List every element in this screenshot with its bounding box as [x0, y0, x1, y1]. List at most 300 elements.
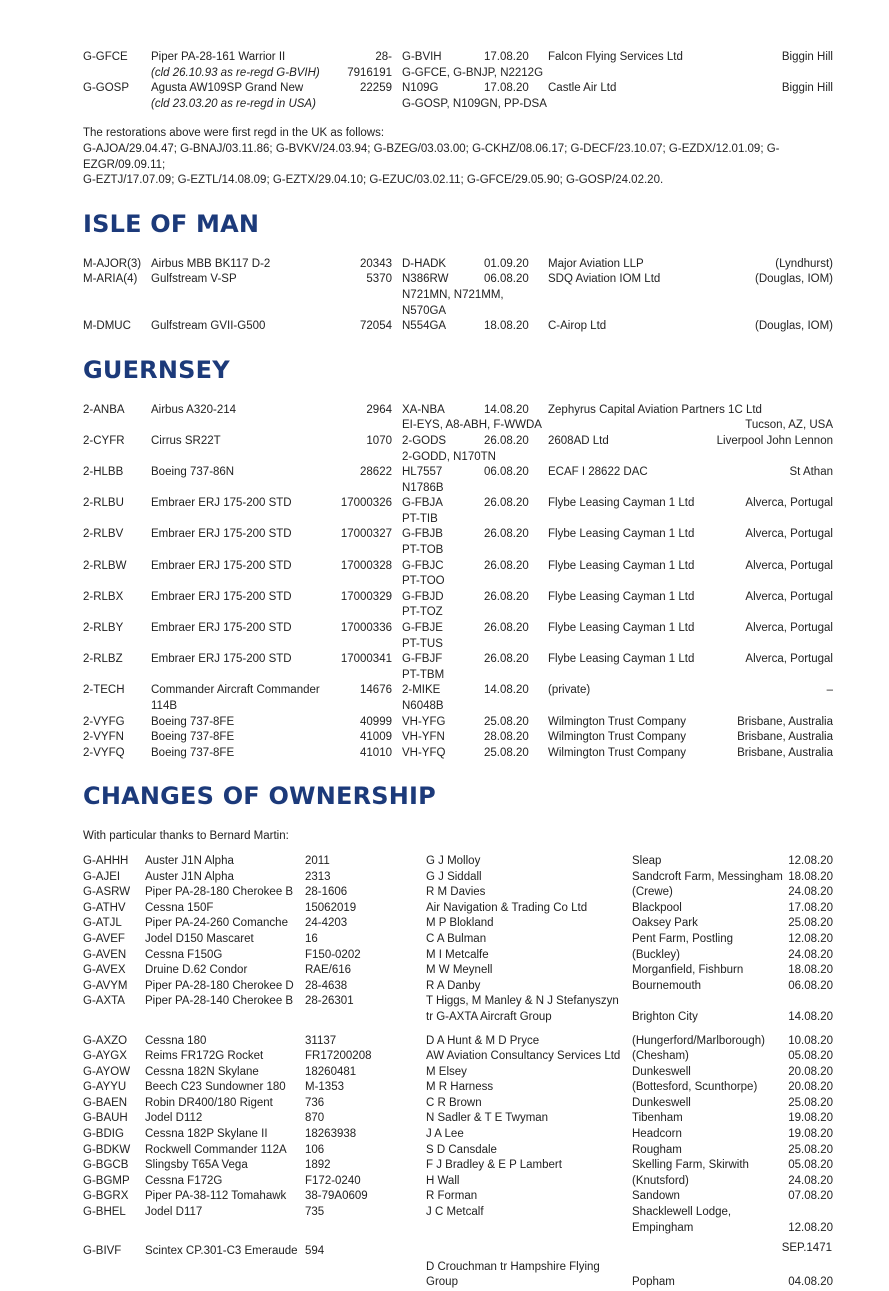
previous-identity-block — [402, 559, 548, 590]
location: Brisbane, Australia — [737, 746, 833, 759]
registration: G-GOSP — [83, 82, 130, 95]
owner: R M Davies — [426, 886, 486, 899]
aircraft-type: Gulfstream GVII-G500 — [151, 320, 266, 333]
registration: 2-VYFN — [83, 731, 124, 744]
registration: G-BGMP — [83, 1174, 130, 1187]
serial-number: 40999 — [360, 715, 392, 728]
reg-date: 18.08.20 — [484, 320, 529, 333]
ownership-row — [83, 1111, 833, 1127]
owner: C-Airop Ltd — [548, 320, 607, 333]
owner: F J Bradley & E P Lambert — [426, 1159, 562, 1172]
owner: ECAF I 28622 DAC — [548, 466, 648, 479]
reg-date: 26.08.20 — [484, 590, 529, 603]
registration: G-AHHH — [83, 854, 129, 867]
reg-date: 06.08.20 — [484, 273, 529, 286]
serial-number: M-1353 — [305, 1081, 344, 1094]
aircraft-type: Auster J1N Alpha — [145, 854, 234, 867]
location: Brisbane, Australia — [737, 731, 833, 744]
reg-date: 17.08.20 — [484, 82, 529, 95]
ownership-row — [83, 1080, 833, 1096]
ownership-row — [83, 1049, 833, 1065]
owner: M Elsey — [426, 1065, 467, 1078]
restoration-rows — [83, 50, 833, 112]
registration: G-AYGX — [83, 1050, 127, 1063]
previous-identity-block — [402, 434, 548, 465]
location: Dunkeswell — [632, 1096, 691, 1109]
registration: 2-RLBU — [83, 497, 124, 510]
aircraft-type: Gulfstream V-SP — [151, 273, 237, 286]
serial-number: 17000329 — [340, 590, 392, 603]
aircraft-type: Piper PA-28-140 Cherokee B — [145, 995, 294, 1008]
registration: G-AVEX — [83, 964, 126, 977]
register-row — [83, 496, 833, 527]
register-row — [83, 730, 833, 746]
change-date: 06.08.20 — [788, 979, 833, 992]
previous-identity-block — [402, 652, 548, 683]
aircraft-type: Embraer ERJ 175-200 STD — [151, 590, 292, 603]
serial-number: 28-26301 — [305, 995, 354, 1008]
previous-identity-block — [402, 403, 548, 434]
isle-of-man-table — [83, 257, 833, 335]
change-date: 20.08.20 — [788, 1081, 833, 1094]
change-date: 07.08.20 — [788, 1190, 833, 1203]
reg-date: 26.08.20 — [484, 559, 529, 572]
owner: R A Danby — [426, 979, 481, 992]
change-date: 12.08.20 — [788, 854, 833, 867]
registration: G-GFCE — [83, 51, 128, 63]
change-date: 12.08.20 — [788, 1221, 833, 1234]
previous-identities: G-GFCE, G-BNJP, N2212G — [402, 66, 544, 79]
owner: D Crouchman tr Hampshire Flying — [426, 1260, 600, 1273]
serial-number: 5370 — [366, 273, 392, 286]
serial-number: 2964 — [366, 403, 392, 416]
location: Bournemouth — [632, 979, 702, 992]
change-date: 24.08.20 — [788, 886, 833, 899]
serial-number: 24-4203 — [305, 917, 348, 930]
previous-identities: N721MN, N721MM, N570GA — [402, 288, 504, 317]
reg-date: 25.08.20 — [484, 746, 529, 759]
previous-identity: G-FBJB — [402, 528, 443, 541]
aircraft-type: Piper PA-28-161 Warrior II — [151, 51, 286, 63]
serial-number: 17000327 — [340, 528, 392, 541]
type-note: (cld 26.10.93 as re-regd G-BVIH) — [151, 66, 320, 79]
register-row — [83, 319, 833, 335]
location: (Knutsford) — [632, 1174, 689, 1187]
aircraft-type: Embraer ERJ 175-200 STD — [151, 622, 292, 635]
registration: G-BAEN — [83, 1096, 128, 1109]
owner: M W Meynell — [426, 964, 493, 977]
owner: S D Cansdale — [426, 1143, 497, 1156]
owner: Flybe Leasing Cayman 1 Ltd — [548, 559, 695, 572]
serial-number: 15062019 — [305, 901, 357, 914]
ownership-row — [83, 1189, 833, 1205]
location: Alverca, Portugal — [745, 528, 833, 541]
previous-identity: VH-YFQ — [402, 746, 446, 759]
owner: T Higgs, M Manley & N J Stefanyszyn — [426, 995, 619, 1008]
register-row — [83, 434, 833, 465]
change-date: 19.08.20 — [788, 1112, 833, 1125]
owner: Flybe Leasing Cayman 1 Ltd — [548, 590, 695, 603]
reg-date: 14.08.20 — [484, 403, 529, 416]
aircraft-type: Airbus A320-214 — [151, 403, 237, 416]
previous-identity: 2-MIKE — [402, 684, 441, 697]
previous-identity: G-FBJA — [402, 497, 443, 510]
owner: Wilmington Trust Company — [548, 715, 687, 728]
owner: N Sadler & T E Twyman — [426, 1112, 549, 1125]
owner: H Wall — [426, 1174, 460, 1187]
location: (Buckley) — [632, 948, 680, 961]
ownership-row — [83, 870, 833, 886]
aircraft-type: Boeing 737-86N — [151, 466, 235, 479]
serial-number: 18263938 — [305, 1128, 357, 1141]
reg-date: 26.08.20 — [484, 434, 529, 447]
registration: 2-ANBA — [83, 403, 125, 416]
aircraft-type: Piper PA-28-180 Cherokee D — [145, 979, 294, 992]
aircraft-type: Jodel D117 — [145, 1206, 203, 1219]
registration: G-BDKW — [83, 1143, 131, 1156]
previous-identity-block — [402, 683, 548, 714]
previous-identity-block — [402, 257, 548, 273]
previous-identities: EI-EYS, A8-ABH, F-WWDA — [402, 419, 542, 432]
serial-number: 594 — [305, 1245, 325, 1258]
location: Brisbane, Australia — [737, 715, 833, 728]
change-date: 25.08.20 — [788, 1143, 833, 1156]
previous-identity-block — [402, 715, 548, 731]
previous-identities: N1786B — [402, 481, 444, 494]
aircraft-type: Embraer ERJ 175-200 STD — [151, 497, 292, 510]
owner-continued: Group — [426, 1276, 458, 1289]
registration: G-AVEN — [83, 948, 127, 961]
registration: G-BDIG — [83, 1128, 124, 1141]
aircraft-type: Reims FR172G Rocket — [145, 1050, 264, 1063]
serial-number: 22259 — [360, 82, 392, 95]
previous-identity: N386RW — [402, 273, 449, 286]
previous-identity-block — [402, 746, 548, 762]
previous-identities: PT-TBM — [402, 668, 445, 681]
owner: Zephyrus Capital Aviation Partners 1C Ltd — [548, 403, 762, 416]
aircraft-type: Embraer ERJ 175-200 STD — [151, 653, 292, 666]
aircraft-type: Commander Aircraft Commander 114B — [151, 684, 320, 712]
serial-number: 735 — [305, 1206, 325, 1219]
reg-date: 17.08.20 — [484, 51, 529, 63]
change-date: 05.08.20 — [788, 1050, 833, 1063]
aircraft-type: Boeing 737-8FE — [151, 731, 235, 744]
serial-number: 38-79A0609 — [305, 1190, 368, 1203]
register-row — [83, 272, 833, 319]
registration: G-BIVF — [83, 1245, 122, 1258]
owner: Wilmington Trust Company — [548, 731, 687, 744]
serial-number: 14676 — [360, 684, 392, 697]
owner: Castle Air Ltd — [548, 82, 617, 95]
registration: G-BGCB — [83, 1159, 129, 1172]
location: Sandown — [632, 1190, 680, 1203]
registration: 2-RLBZ — [83, 653, 123, 666]
location: Rougham — [632, 1143, 682, 1156]
ownership-table — [83, 854, 833, 1291]
location: Sleap — [632, 854, 662, 867]
location: Shacklewell Lodge, — [632, 1206, 732, 1219]
location: Alverca, Portugal — [745, 497, 833, 510]
location: Skelling Farm, Skirwith — [632, 1159, 749, 1172]
serial-number: 41010 — [360, 746, 392, 759]
aircraft-type: Agusta AW109SP Grand New — [151, 82, 304, 95]
previous-identity: G-FBJF — [402, 653, 443, 666]
previous-identities: PT-TOO — [402, 575, 445, 588]
ownership-row — [83, 1127, 833, 1143]
page-content — [83, 50, 833, 1291]
registration: 2-TECH — [83, 684, 125, 697]
location: Sandcroft Farm, Messingham — [632, 870, 783, 883]
guernsey-table — [83, 403, 833, 762]
serial-number: 41009 — [360, 731, 392, 744]
previous-identity: XA-NBA — [402, 403, 445, 416]
registration: G-BAUH — [83, 1112, 128, 1125]
change-date: 12.08.20 — [788, 932, 833, 945]
serial-number: 28622 — [360, 466, 392, 479]
previous-identity: VH-YFG — [402, 715, 446, 728]
change-date: 19.08.20 — [788, 1128, 833, 1141]
location: Alverca, Portugal — [745, 622, 833, 635]
register-row — [83, 559, 833, 590]
previous-identities: PT-TUS — [402, 637, 443, 650]
aircraft-type: Jodel D150 Mascaret — [145, 932, 254, 945]
serial-number: 31137 — [305, 1034, 337, 1047]
location: (Douglas, IOM) — [755, 320, 833, 333]
previous-identity: N554GA — [402, 320, 447, 333]
aircraft-type: Druine D.62 Condor — [145, 964, 248, 977]
change-date: 18.08.20 — [788, 964, 833, 977]
aircraft-type: Auster J1N Alpha — [145, 870, 234, 883]
registration: M-DMUC — [83, 320, 131, 333]
serial-number: 17000336 — [340, 622, 392, 635]
serial-number: 736 — [305, 1096, 325, 1109]
aircraft-type: Piper PA-28-180 Cherokee B — [145, 886, 294, 899]
change-date: 18.08.20 — [788, 870, 833, 883]
register-row — [83, 590, 833, 621]
location: (Lyndhurst) — [775, 257, 833, 270]
serial-number: 870 — [305, 1112, 325, 1125]
registration: 2-RLBX — [83, 590, 124, 603]
owner: M I Metcalfe — [426, 948, 489, 961]
owner: Flybe Leasing Cayman 1 Ltd — [548, 497, 695, 510]
location: Popham — [632, 1276, 675, 1289]
change-date: 04.08.20 — [788, 1276, 833, 1289]
location: Tibenham — [632, 1112, 683, 1125]
aircraft-type: Piper PA-24-260 Comanche — [145, 917, 288, 930]
owner: J C Metcalf — [426, 1206, 484, 1219]
previous-identity-block — [402, 272, 548, 319]
ownership-row — [83, 994, 833, 1025]
owner: M R Harness — [426, 1081, 494, 1094]
ownership-row — [83, 1205, 833, 1236]
reg-date: 26.08.20 — [484, 528, 529, 541]
owner: M P Blokland — [426, 917, 494, 930]
ownership-row — [83, 854, 833, 870]
location: Headcorn — [632, 1128, 682, 1141]
owner-gap — [426, 1244, 632, 1260]
serial-number: 17000326 — [340, 497, 392, 510]
owner: Major Aviation LLP — [548, 257, 644, 270]
location-continued: Empingham — [632, 1221, 694, 1234]
register-row — [83, 257, 833, 273]
change-date: 17.08.20 — [788, 901, 833, 914]
previous-identity: G-FBJD — [402, 590, 444, 603]
owner: Flybe Leasing Cayman 1 Ltd — [548, 622, 695, 635]
previous-identity-block — [402, 319, 548, 335]
location: Morganfield, Fishburn — [632, 964, 744, 977]
serial-number: 17000328 — [340, 559, 392, 572]
aircraft-type: Airbus MBB BK117 D-2 — [151, 257, 271, 270]
register-row — [83, 465, 833, 496]
reg-date: 01.09.20 — [484, 257, 529, 270]
type-note: (cld 23.03.20 as re-regd in USA) — [151, 97, 316, 110]
location: St Athan — [789, 466, 833, 479]
previous-identity: 2-GODS — [402, 434, 447, 447]
aircraft-type: Beech C23 Sundowner 180 — [145, 1081, 286, 1094]
serial-number: 20343 — [360, 257, 392, 270]
previous-identity: D-HADK — [402, 257, 447, 270]
registration: G-AYYU — [83, 1081, 127, 1094]
serial-number: F150-0202 — [305, 948, 361, 961]
location: Dunkeswell — [632, 1065, 691, 1078]
location: (Chesham) — [632, 1050, 689, 1063]
aircraft-type: Rockwell Commander 112A — [145, 1143, 287, 1156]
location: (Crewe) — [632, 886, 673, 899]
previous-identity-block — [402, 730, 548, 746]
serial-number: 2011 — [305, 854, 330, 867]
section-heading-guernsey: GUERNSEY — [83, 355, 230, 384]
location: (Douglas, IOM) — [755, 273, 833, 286]
registration: G-BGRX — [83, 1190, 129, 1203]
owner: G J Molloy — [426, 854, 481, 867]
reg-date: 25.08.20 — [484, 715, 529, 728]
change-date: 25.08.20 — [788, 1096, 833, 1109]
serial-number: 1070 — [366, 434, 392, 447]
location: (Hungerford/Marlborough) — [632, 1034, 765, 1047]
previous-identity: VH-YFN — [402, 731, 445, 744]
location: Alverca, Portugal — [745, 590, 833, 603]
previous-identity-block — [402, 590, 548, 621]
register-row — [83, 527, 833, 558]
owner: C R Brown — [426, 1096, 482, 1109]
register-row — [83, 746, 833, 762]
serial-number: 28-7916191 — [347, 51, 392, 79]
aircraft-type: Cessna F150G — [145, 948, 223, 961]
aircraft-type: Robin DR400/180 Rigent — [145, 1096, 273, 1109]
registration: 2-RLBW — [83, 559, 127, 572]
register-row — [83, 621, 833, 652]
previous-identities: G-GOSP, N109GN, PP-DSA — [402, 97, 547, 110]
registration: G-BHEL — [83, 1206, 126, 1219]
ownership-row — [83, 885, 833, 901]
ownership-row — [83, 948, 833, 964]
page-number: SEP.1471 — [781, 1242, 832, 1254]
change-date: 14.08.20 — [788, 1010, 833, 1023]
location: Alverca, Portugal — [745, 559, 833, 572]
previous-identity-block — [402, 465, 548, 496]
reg-date: 26.08.20 — [484, 497, 529, 510]
serial-number: 28-4638 — [305, 979, 348, 992]
registration: M-AJOR(3) — [83, 257, 142, 270]
change-date: 25.08.20 — [788, 917, 833, 930]
ownership-row — [83, 1096, 833, 1112]
serial-number: 106 — [305, 1143, 325, 1156]
registration: G-AVYM — [83, 979, 128, 992]
previous-identity: HL7557 — [402, 466, 443, 479]
location: – — [826, 684, 833, 697]
registration: G-AJEI — [83, 870, 121, 883]
location: (Bottesford, Scunthorpe) — [632, 1081, 758, 1094]
aircraft-type: Cirrus SR22T — [151, 434, 221, 447]
location: Alverca, Portugal — [745, 653, 833, 666]
serial-number: 72054 — [360, 320, 392, 333]
location: Blackpool — [632, 901, 682, 914]
registration: 2-RLBV — [83, 528, 124, 541]
previous-identities: PT-TOB — [402, 544, 444, 557]
registration: G-ATHV — [83, 901, 126, 914]
previous-identities: N6048B — [402, 700, 444, 712]
reg-date: 26.08.20 — [484, 622, 529, 635]
location: Tucson, AZ, USA — [745, 419, 833, 432]
aircraft-type: Slingsby T65A Vega — [145, 1159, 248, 1172]
location: Brighton City — [632, 1010, 698, 1023]
ownership-row — [83, 979, 833, 995]
owner: D A Hunt & M D Pryce — [426, 1034, 540, 1047]
serial-number: 1892 — [305, 1159, 331, 1172]
registration: G-ATJL — [83, 917, 122, 930]
registration: G-AXTA — [83, 995, 125, 1008]
restorations-note: The restorations above were first regd in the UK as follows: G-AJOA/29.04.47; G-BNAJ/03.11.86; G-BVKV/24.03.94; G-BZEG/03.03.00; G-CKHZ/08.06.17; G-DECF/23.10.07; G-EZDX/12.01.09; G-EZGR/09.09.11; G-EZTJ/17.07.09; G-EZTL/14.08.09; G-EZTX/29.04.10; G-EZUC/03.02.11; G-GFCE/29.05.90; G-GOSP/24.02.20. — [83, 127, 780, 187]
owner: Flybe Leasing Cayman 1 Ltd — [548, 528, 695, 541]
location: Pent Farm, Postling — [632, 932, 733, 945]
owner: C A Bulman — [426, 932, 487, 945]
serial-number: 18260481 — [305, 1065, 357, 1078]
ownership-row — [83, 1065, 833, 1081]
previous-identity-block — [402, 527, 548, 558]
ownership-row — [83, 1034, 833, 1050]
previous-identity: N109G — [402, 82, 439, 95]
previous-identity: G-FBJC — [402, 559, 444, 572]
previous-identity-block — [402, 496, 548, 527]
aircraft-type: Scintex CP.301-C3 Emeraude — [145, 1245, 298, 1258]
aircraft-type: Cessna F172G — [145, 1174, 223, 1187]
ownership-row — [83, 1158, 833, 1174]
aircraft-type: Boeing 737-8FE — [151, 715, 235, 728]
aircraft-type: Boeing 737-8FE — [151, 746, 235, 759]
change-date: 05.08.20 — [788, 1159, 833, 1172]
serial-number: 16 — [305, 932, 318, 945]
previous-identities: PT-TOZ — [402, 606, 443, 619]
reg-date: 14.08.20 — [484, 684, 529, 697]
serial-number: 2313 — [305, 870, 331, 883]
owner-continued: tr G-AXTA Aircraft Group — [426, 1010, 552, 1023]
ownership-row — [83, 1244, 833, 1291]
ownership-row — [83, 932, 833, 948]
register-row — [83, 403, 833, 434]
owner: Wilmington Trust Company — [548, 746, 687, 759]
register-row — [83, 50, 833, 81]
reg-date: 06.08.20 — [484, 466, 529, 479]
serial-number: RAE/616 — [305, 964, 352, 977]
previous-identities: 2-GODD, N170TN — [402, 450, 496, 463]
registration: G-AVEF — [83, 932, 125, 945]
reg-date: 28.08.20 — [484, 731, 529, 744]
owner: Flybe Leasing Cayman 1 Ltd — [548, 653, 695, 666]
register-row — [83, 715, 833, 731]
aircraft-type: Piper PA-38-112 Tomahawk — [145, 1190, 287, 1203]
previous-identities: PT-TIB — [402, 512, 438, 525]
registration: 2-HLBB — [83, 466, 124, 479]
